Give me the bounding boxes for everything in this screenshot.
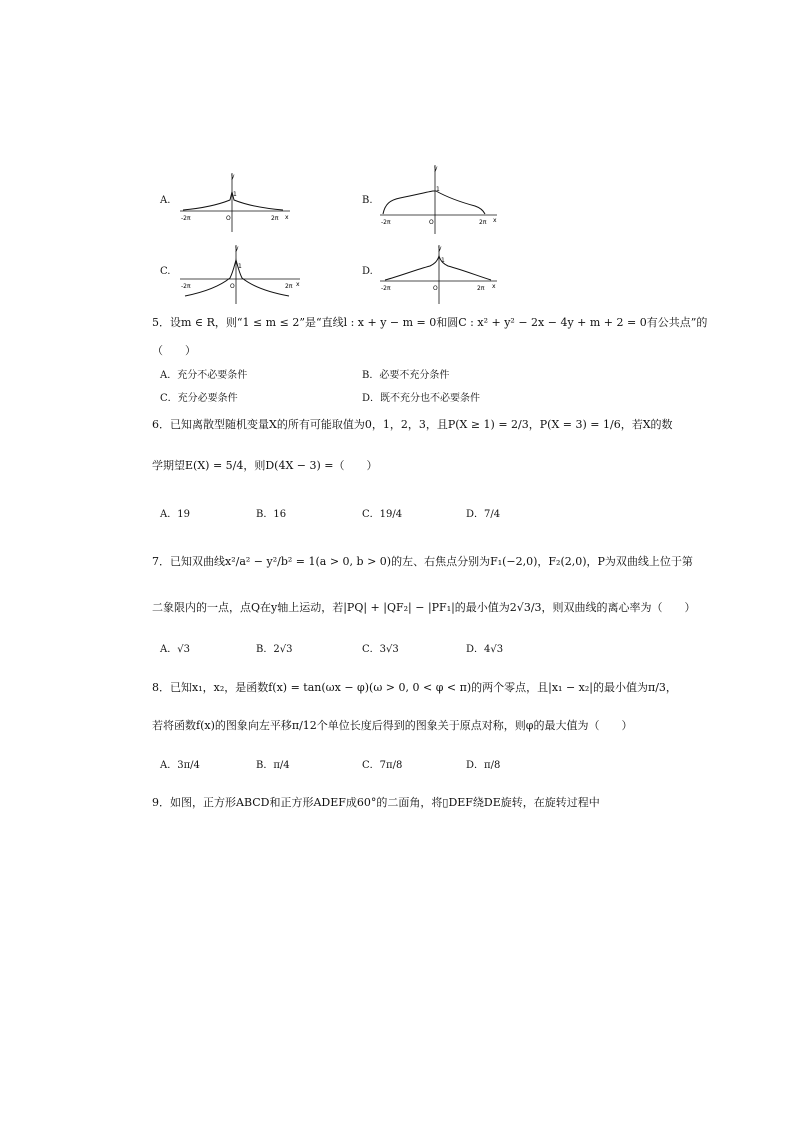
svg-text:-2π: -2π xyxy=(381,219,391,226)
svg-text:2π: 2π xyxy=(285,283,293,290)
graph-c xyxy=(175,242,305,307)
q8-option-d: D．π/8 xyxy=(466,760,501,771)
q7-option-a: A．√3 xyxy=(160,644,190,655)
q8-line2: 若将函数f(x)的图象向左平移π/12个单位长度后得到的图象关于原点对称，则φ的最大值为（ ） xyxy=(152,719,633,732)
svg-text:O: O xyxy=(429,219,434,226)
q6-option-a: A．19 xyxy=(160,509,190,520)
q5-option-a: A．充分不必要条件 xyxy=(160,370,248,381)
svg-text:O: O xyxy=(433,285,438,292)
graph-d xyxy=(375,242,505,307)
svg-text:O: O xyxy=(230,283,235,290)
svg-text:y: y xyxy=(235,245,239,252)
q8-option-a: A．3π/4 xyxy=(160,760,200,771)
svg-text:-2π: -2π xyxy=(181,215,191,222)
q5-option-b: B．必要不充分条件 xyxy=(362,370,450,381)
q6-option-d: D．7/4 xyxy=(466,509,501,520)
svg-text:2π: 2π xyxy=(477,285,485,292)
q6-line2: 学期望E(X) = 5/4，则D(4X − 3) =（ ） xyxy=(152,459,378,472)
q7-option-c: C．3√3 xyxy=(362,644,399,655)
curve xyxy=(385,256,491,280)
q6-option-c: C．19/4 xyxy=(362,509,403,520)
q5-stem: 5．设m ∈ R，则“1 ≤ m ≤ 2”是“直线l : x + y − m = 0和圆C : x² + y² − 2x − 4y + m + 2 = 0有公共点”的 xyxy=(152,316,708,329)
graph-a-letter: A. xyxy=(160,195,171,206)
q6-option-b: B．16 xyxy=(256,509,287,520)
svg-text:x: x xyxy=(493,217,497,224)
svg-text:x: x xyxy=(492,283,496,290)
graph-b xyxy=(375,162,505,237)
svg-text:x: x xyxy=(296,281,300,288)
curve xyxy=(383,191,485,214)
q8-line1: 8．已知x₁，x₂，是函数f(x) = tan(ωx − φ)(ω > 0, 0 < φ < π)的两个零点，且|x₁ − x₂|的最小值为π/3， xyxy=(152,681,677,694)
q5-option-c: C．充分必要条件 xyxy=(160,393,238,404)
svg-text:1: 1 xyxy=(441,257,445,264)
curve xyxy=(185,260,289,296)
svg-text:-2π: -2π xyxy=(381,285,391,292)
svg-text:2π: 2π xyxy=(479,219,487,226)
graph-a xyxy=(175,170,300,235)
svg-text:x: x xyxy=(285,214,289,221)
q5-option-d: D．既不充分也不必要条件 xyxy=(362,393,481,404)
q5-paren: （ ） xyxy=(152,344,196,357)
svg-text:2π: 2π xyxy=(271,215,279,222)
q9-line1: 9．如图，正方形ABCD和正方形ADEF成60°的二面角，将▯DEF绕DE旋转，在旋转过程中 xyxy=(152,796,600,809)
svg-text:O: O xyxy=(226,215,231,222)
q8-option-b: B．π/4 xyxy=(256,760,290,771)
q8-option-c: C．7π/8 xyxy=(362,760,403,771)
graph-c-letter: C. xyxy=(160,266,171,277)
svg-text:y: y xyxy=(438,245,442,252)
svg-text:1: 1 xyxy=(238,263,242,270)
q7-line1: 7．已知双曲线x²/a² − y²/b² = 1(a > 0, b > 0)的左、右焦点分别为F₁(−2,0)，F₂(2,0)，P为双曲线上位于第 xyxy=(152,555,693,568)
q6-line1: 6．已知离散型随机变量X的所有可能取值为0，1，2，3，且P(X ≥ 1) = 2/3，P(X = 3) = 1/6，若X的数 xyxy=(152,418,673,431)
svg-text:1: 1 xyxy=(233,191,237,198)
q7-line2: 二象限内的一点，点Q在y轴上运动，若|PQ| + |QF₂| − |PF₁|的最小值为2√3/3，则双曲线的离心率为（ ） xyxy=(152,601,696,614)
svg-text:y: y xyxy=(231,173,235,180)
svg-text:y: y xyxy=(434,165,438,172)
graph-d-letter: D. xyxy=(362,266,373,277)
graph-b-letter: B. xyxy=(362,195,373,206)
q7-option-d: D．4√3 xyxy=(466,644,504,655)
svg-text:1: 1 xyxy=(436,186,440,193)
q7-option-b: B．2√3 xyxy=(256,644,293,655)
svg-text:-2π: -2π xyxy=(181,283,191,290)
